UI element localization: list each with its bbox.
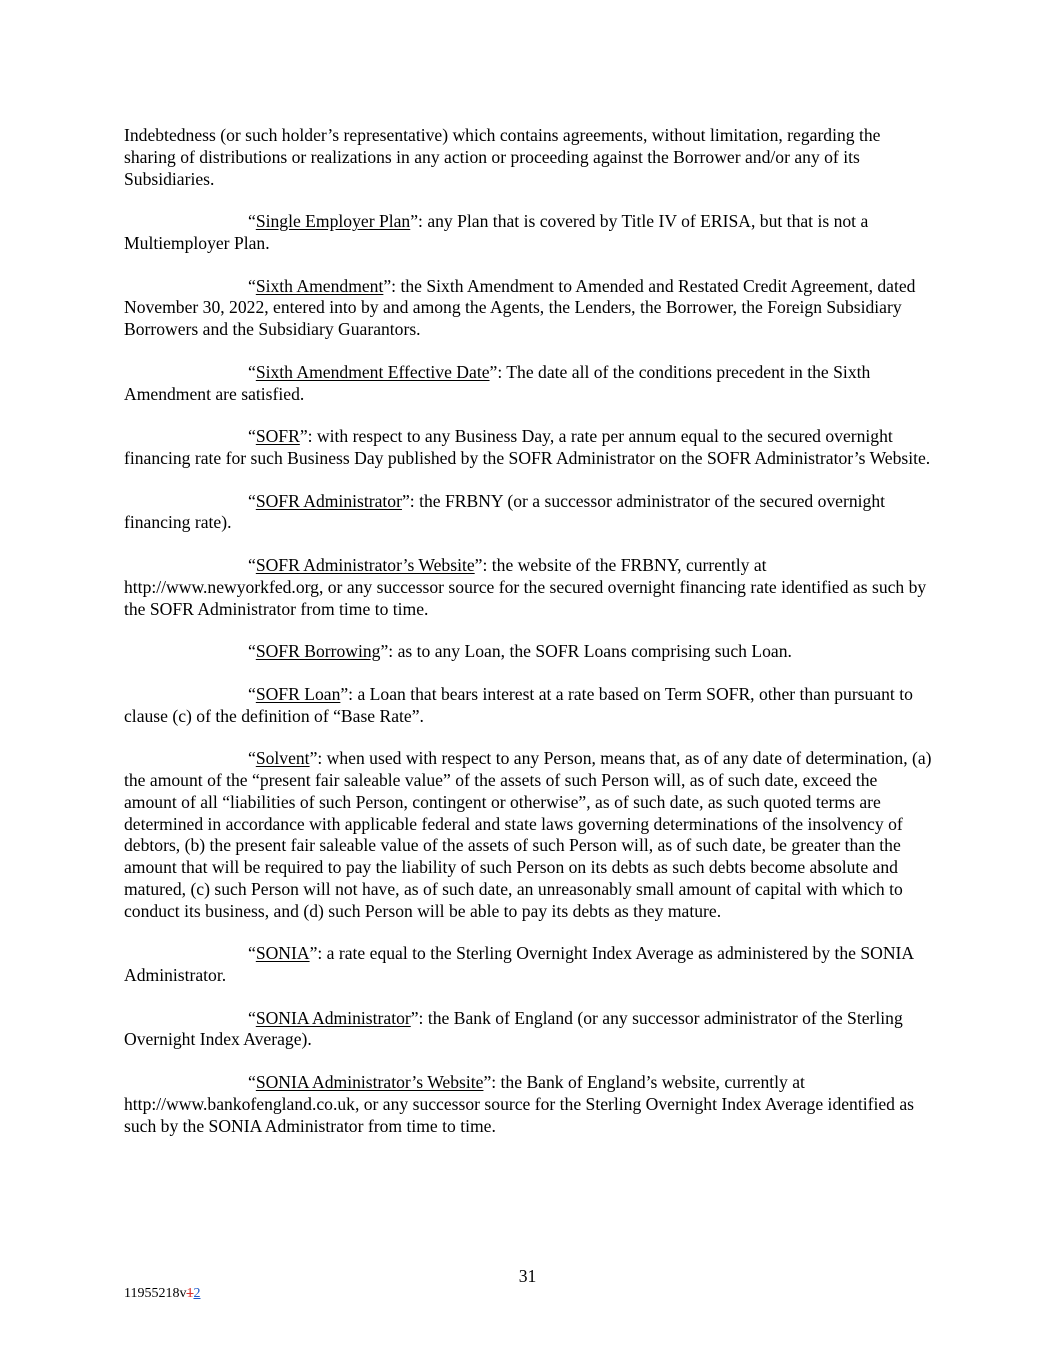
open-quote: “ bbox=[248, 211, 256, 232]
definition-text: ”: the Bank of England’s website, currently at http://www.bankofengland.co.uk, or any successor source for the Sterling Overnight Index Average identified as such by the SONIA Administrator from time to time. bbox=[124, 1072, 915, 1136]
open-quote: “ bbox=[248, 426, 256, 447]
doc-id-base: 11955218v bbox=[124, 1286, 187, 1301]
defined-term: Sixth Amendment Effective Date bbox=[255, 361, 490, 382]
intro-paragraph: Indebtedness (or such holder’s representative) which contains agreements, without limitation, regarding the sharing of distributions or realizations in any action or proceeding against the Borrower and/or any of its Subsidiaries. bbox=[124, 125, 881, 189]
open-quote: “ bbox=[248, 490, 256, 511]
defined-term: SOFR Borrowing bbox=[255, 641, 381, 662]
definition-sonia-administrator bbox=[124, 1008, 934, 1052]
definition-sofr-loan bbox=[124, 684, 934, 728]
definition-text: ”: a Loan that bears interest at a rate based on Term SOFR, other than pursuant to clause (c) of the definition of “Base Rate”. bbox=[124, 683, 913, 726]
document-id bbox=[124, 1286, 200, 1302]
definition-sonia bbox=[124, 943, 934, 987]
doc-id-deleted-version: 1 bbox=[186, 1286, 194, 1301]
definition-text: ”: the website of the FRBNY, currently at http://www.newyorkfed.org, or any successor source for the secured overnight financing rate identified as such by the SOFR Administrator from time to time. bbox=[124, 554, 927, 619]
defined-term: SOFR Administrator bbox=[255, 490, 402, 511]
definition-text: ”: the FRBNY (or a successor administrator of the secured overnight financing rate). bbox=[124, 490, 886, 533]
doc-id-inserted-version: 2 bbox=[193, 1286, 201, 1301]
defined-term: SOFR bbox=[255, 426, 300, 447]
open-quote: “ bbox=[248, 275, 256, 296]
definition-sofr-administrator bbox=[124, 491, 934, 535]
open-quote: “ bbox=[248, 554, 256, 575]
defined-term: Solvent bbox=[255, 748, 310, 769]
definition-sofr bbox=[124, 426, 934, 470]
definition-text: ”: any Plan that is covered by Title IV of ERISA, but that is not a Multiemployer Plan. bbox=[124, 211, 869, 253]
open-quote: “ bbox=[248, 683, 256, 704]
defined-term: SONIA Administrator’s Website bbox=[255, 1072, 484, 1093]
definition-text: ”: as to any Loan, the SOFR Loans comprising such Loan. bbox=[380, 641, 792, 662]
defined-term: SONIA bbox=[255, 943, 310, 964]
document-body bbox=[124, 125, 934, 1158]
defined-term: SOFR Loan bbox=[255, 683, 341, 704]
definition-solvent bbox=[124, 748, 934, 922]
open-quote: “ bbox=[248, 361, 256, 382]
definition-text: ”: a rate equal to the Sterling Overnight Index Average as administered by the SONIA Administrator. bbox=[124, 943, 914, 986]
defined-term: SOFR Administrator’s Website bbox=[255, 554, 475, 575]
definition-sixth-amendment bbox=[124, 276, 934, 341]
defined-term: Single Employer Plan bbox=[255, 211, 411, 232]
open-quote: “ bbox=[248, 943, 256, 964]
page-number: 31 bbox=[518, 1266, 537, 1286]
definition-text: ”: the Bank of England (or any successor administrator of the Sterling Overnight Index Average). bbox=[124, 1007, 903, 1050]
definition-text: ”: when used with respect to any Person, means that, as of any date of determination, (a) the amount of the “present fair saleable value” of the assets of such Person will, as of such date, exceed the amount of all “liabilities of such Person, contingent or otherwise”, as of such date, as such quoted terms are determined in accordance with applicable federal and state laws governing determinations of the insolvency of debtors, (b) the present fair saleable value of the assets of such Person will, as of such date, be greater than the amount that will be required to pay the liability of such Person on its debts as such debts become absolute and matured, (c) such Person will not have, as of such date, an unreasonably small amount of capital with which to conduct its business, and (d) such Person will be able to pay its debts as they mature. bbox=[124, 748, 932, 921]
defined-term: Sixth Amendment bbox=[255, 275, 384, 296]
definition-sixth-amendment-effective-date bbox=[124, 362, 934, 406]
open-quote: “ bbox=[248, 1072, 256, 1093]
definition-text: ”: with respect to any Business Day, a rate per annum equal to the secured overnight financing rate for such Business Day published by the SOFR Administrator on the SOFR Administrator’s Website. bbox=[124, 426, 931, 468]
defined-term: SONIA Administrator bbox=[255, 1007, 411, 1028]
open-quote: “ bbox=[248, 641, 256, 662]
definition-sofr-borrowing bbox=[124, 641, 934, 663]
definition-single-employer-plan bbox=[124, 211, 934, 255]
open-quote: “ bbox=[248, 748, 256, 769]
definition-text: ”: the Sixth Amendment to Amended and Restated Credit Agreement, dated November 30, 2022, entered into by and among the Agents, the Lenders, the Borrower, the Foreign Subsidiary Borrowers and the Subsidiary Guarantors. bbox=[124, 275, 916, 340]
definition-sonia-administrators-website bbox=[124, 1072, 934, 1137]
definition-sofr-administrators-website bbox=[124, 555, 934, 620]
definition-text: ”: The date all of the conditions precedent in the Sixth Amendment are satisfied. bbox=[124, 361, 871, 404]
open-quote: “ bbox=[248, 1007, 256, 1028]
